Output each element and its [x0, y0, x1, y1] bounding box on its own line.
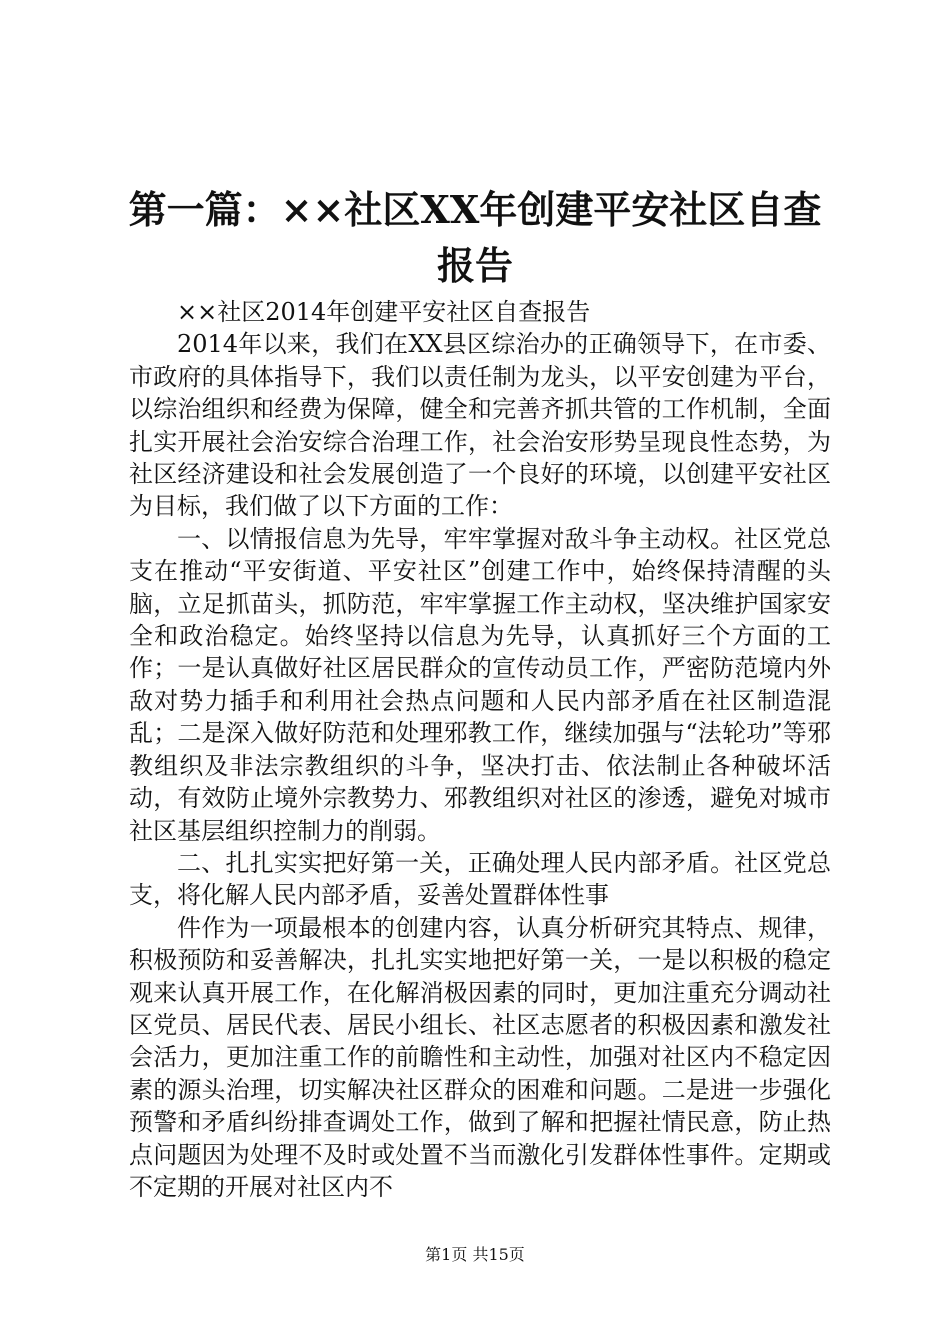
paragraph-section-two: 二、扎扎实实把好第一关，正确处理人民内部矛盾。社区党总支，将化解人民内部矛盾，妥善处置群体性事 — [129, 848, 831, 910]
paragraph-section-one: 一、以情报信息为先导，牢牢掌握对敌斗争主动权。社区党总支在推动“平安街道、平安社区”创建工作中，始终保持清醒的头脑，立足抓苗头，抓防范，牢牢掌握工作主动权，坚决维护国家安全和政治稳定。始终坚持以信息为先导，认真抓好三个方面的工作；一是认真做好社区居民群众的宣传动员工作，严密防范境内外敌对势力插手和利用社会热点问题和人民内部矛盾在社区制造混乱；二是深入做好防范和处理邪教工作，继续加强与“法轮功”等邪教组织及非法宗教组织的斗争，坚决打击、依法制止各种破坏活动，有效防止境外宗教势力、邪教组织对社区的渗透，避免对城市社区基层组织控制力的削弱。 — [129, 524, 831, 845]
page-footer: 第1页 共15页 — [425, 1245, 525, 1264]
document-title: 第一篇：××社区XX年创建平安社区自查报告 — [128, 187, 822, 288]
paragraph-subtitle: ××社区2014年创建平安社区自查报告 — [177, 298, 591, 326]
document-body — [129, 296, 831, 1203]
paragraph-intro: 2014年以来，我们在XX县区综治办的正确领导下，在市委、市政府的具体指导下，我们以责任制为龙头，以平安创建为平台，以综治组织和经费为保障，健全和完善齐抓共管的工作机制，全面扎实开展社会治安综合治理工作，社会治安形势呈现良性态势，为社区经济建设和社会发展创造了一个良好的环境，以创建平安社区为目标，我们做了以下方面的工作： — [129, 330, 831, 521]
paragraph-section-two-continued: 件作为一项最根本的创建内容，认真分析研究其特点、规律，积极预防和妥善解决，扎扎实实地把好第一关，一是以积极的稳定观来认真开展工作，在化解消极因素的同时，更加注重充分调动社区党员、居民代表、居民小组长、社区志愿者的积极因素和激发社会活力，更加注重工作的前瞻性和主动性，加强对社区内不稳定因素的源头治理，切实解决社区群众的困难和问题。二是进一步强化预警和矛盾纠纷排查调处工作，做到了解和把握社情民意，防止热点问题因为处理不及时或处置不当而激化引发群体性事件。定期或不定期的开展对社区内不 — [129, 913, 831, 1201]
